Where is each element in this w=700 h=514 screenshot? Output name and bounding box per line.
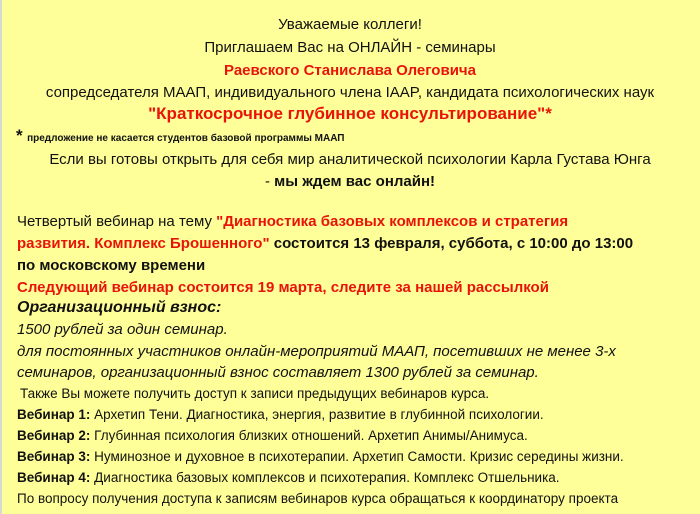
record-item-1 <box>17 407 544 422</box>
record-label-3: Вебинар 3: <box>17 449 91 464</box>
webinar-topic-1: "Диагностика базовых комплексов и стратегия <box>216 213 569 230</box>
record-text-4: Диагностика базовых комплексов и психотерапия. Комплекс Отшельника. <box>90 470 560 485</box>
jung-line: Если вы готовы открыть для себя мир аналитической психологии Карла Густава Юнга <box>49 151 651 168</box>
speaker-credentials: сопредседателя МААП, индивидуального члена IAAP, кандидата психологических наук <box>45 84 655 101</box>
greeting: Уважаемые коллеги! <box>278 16 422 33</box>
course-title: "Краткосрочное глубинное консультирование"* <box>148 104 552 123</box>
footnote-text: предложение не касается студентов базовой программы МААП <box>27 133 345 144</box>
waiting-line <box>0 173 700 190</box>
record-item-3 <box>17 449 624 464</box>
record-item-4 <box>17 470 560 485</box>
fee-discount-1: для постоянных участников онлайн-мероприятий МААП, посетивших не менее 3-х <box>17 343 616 360</box>
webinar-line-2 <box>17 235 633 252</box>
record-text-1: Архетип Тени. Диагностика, энергия, развитие в глубинной психологии. <box>90 407 544 422</box>
webinar-intro: Четвертый вебинар на тему <box>17 213 217 230</box>
footnote-star: * <box>16 126 23 145</box>
record-text-2: Глубинная психология близких отношений. Архетип Анимы/Анимуса. <box>90 428 528 443</box>
waiting-text: мы ждем вас онлайн! <box>274 173 436 190</box>
next-webinar: Следующий вебинар состоится 19 марта, следите за нашей рассылкой <box>17 279 549 296</box>
records-contact: По вопросу получения доступа к записям вебинаров курса обращаться к координатору проекта <box>17 491 619 506</box>
webinar-when-1: состоится 13 февраля, суббота, с 10:00 до 13:00 <box>269 235 634 252</box>
record-label-1: Вебинар 1: <box>17 407 91 422</box>
record-label-4: Вебинар 4: <box>17 470 91 485</box>
invite-line: Приглашаем Вас на ОНЛАЙН - семинары <box>204 39 496 56</box>
fee-discount-2: семинаров, организационный взнос составляет 1300 рублей за семинар. <box>17 364 539 381</box>
record-text-3: Нуминозное и духовное в психотерапии. Архетип Самости. Кризис середины жизни. <box>90 449 624 464</box>
webinar-when-2: по московскому времени <box>17 257 206 274</box>
fee-price: 1500 рублей за один семинар. <box>17 321 228 338</box>
record-label-2: Вебинар 2: <box>17 428 91 443</box>
record-item-2 <box>17 428 528 443</box>
footnote <box>16 126 345 146</box>
fee-heading: Организационный взнос: <box>17 299 222 316</box>
records-intro: Также Вы можете получить доступ к записи предыдущих вебинаров курса. <box>20 386 490 401</box>
webinar-topic-2: развития. Комплекс Брошенного" <box>17 235 270 252</box>
dash: - <box>264 173 275 190</box>
speaker-name: Раевского Станислава Олеговича <box>224 62 476 79</box>
webinar-line-1 <box>17 213 568 230</box>
